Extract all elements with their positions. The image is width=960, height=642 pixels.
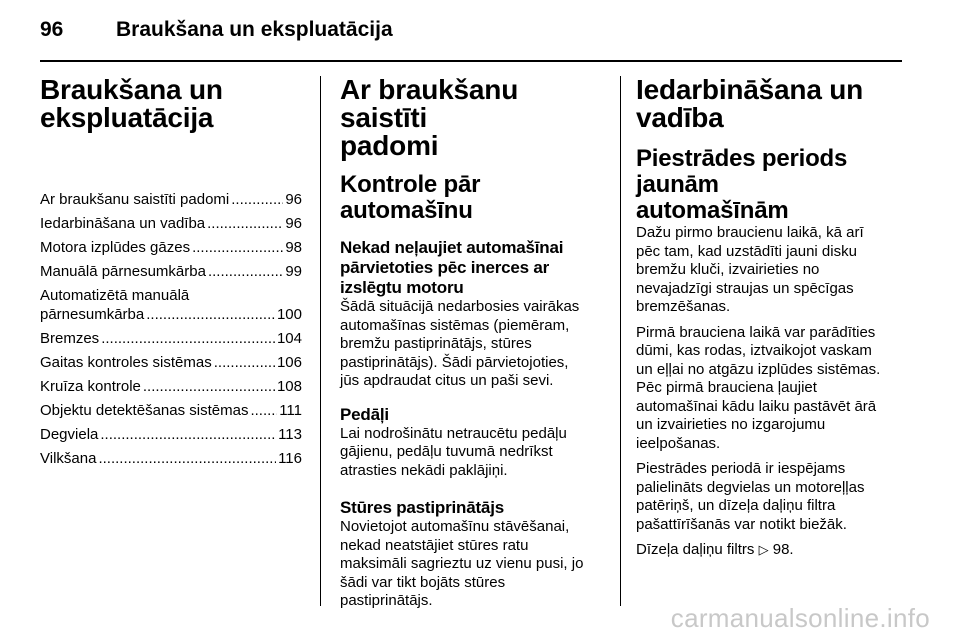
column-contents (40, 76, 302, 473)
section-title: Ar braukšanu saistīti padomi (340, 74, 519, 161)
toc-item[interactable]: Manuālā pārnesumkārba ..... 99 (40, 262, 302, 281)
toc-item[interactable]: Iedarbināšana un vadība ..... 96 (40, 214, 302, 233)
coasting-heading: Nekad neļaujiet automašīnai pārvietoties pēc inerces ar izslēgtu motoru (340, 238, 564, 297)
header-divider (40, 60, 902, 62)
watermark: carmanualsonline.info (670, 603, 930, 633)
toc-item[interactable]: Motora izplūdes gāzes ..... 98 (40, 238, 302, 257)
power-steering-text: Novietojot automašīnu stāvēšanai, nekad neatstājiet stūres ratu maksimāli sagrieztu uz vienu pusi, jo šādi var tikt bojāts stūres pastiprinātājs. (340, 518, 584, 609)
table-of-contents (40, 190, 302, 468)
running-title: Braukšana un ekspluatācija (116, 18, 393, 41)
toc-item[interactable]: Kruīza kontrole ..... 108 (40, 377, 302, 396)
subsection-title: Piestrādes periods jaunām automašīnām (636, 145, 848, 224)
coasting-text: Šādā situācijā nedarbosies vairākas automašīnas sistēmas (piemēram, bremžu pastiprinātājs, stūres pastiprinātājs). Šādi pārvietojoties, jūs apdraudat citus un paši sevi. (340, 298, 580, 389)
page-header (40, 18, 900, 48)
toc-item[interactable]: Gaitas kontroles sistēmas ..... 106 (40, 353, 302, 372)
power-steering-heading: Stūres pastiprinātājs (340, 498, 504, 517)
pedals-heading: Pedāļi (340, 404, 389, 424)
page-reference-icon: ▷ (758, 542, 769, 557)
toc-item[interactable]: Bremzes ..... 104 (40, 329, 302, 348)
chapter-title: Braukšana un ekspluatācija (40, 74, 223, 133)
column-divider-1 (320, 76, 321, 606)
cross-reference[interactable]: Dīzeļa daļiņu filtrs ▷ 98. (636, 541, 794, 558)
smoke-paragraph: Pirmā brauciena laikā var parādīties dūmi, kas rodas, iztvaikojot vaskam un eļļai no atgāzu izplūdes sistēmas. Pēc pirmā brauciena ļaujiet automašīnai kādu laiku pastāvēt ārā un izvairieties no izgarojumu ieelpošanas. (636, 323, 881, 452)
toc-item[interactable]: Ar braukšanu saistīti padomi ..... 96 (40, 190, 302, 209)
toc-item[interactable]: Automatizētā manuālā pārnesumkārba ..... 100 (40, 286, 302, 324)
toc-item[interactable]: Degviela ..... 113 (40, 425, 302, 444)
column-driving-tips (340, 76, 606, 611)
pedals-text: Lai nodrošinātu netraucētu pedāļu gājienu, pedāļu tuvumā nedrīkst atrasties nekādi paklājiņi. (340, 424, 567, 479)
toc-item[interactable]: Vilkšana ..... 116 (40, 449, 302, 468)
page-number: 96 (40, 18, 64, 41)
column-starting-operating (636, 76, 908, 567)
section-title: Iedarbināšana un vadība (636, 74, 864, 133)
toc-item[interactable]: Objektu detektēšanas sistēmas ..... 111 (40, 401, 302, 420)
consumption-paragraph: Piestrādes periodā ir iespējams palielināts degvielas un motoreļļas patēriņš, un dīzeļa daļiņu filtra pašattīrīšanās var notikt biežāk. (636, 460, 865, 533)
column-divider-2 (620, 76, 621, 606)
break-in-paragraph: Dažu pirmo braucienu laikā, kā arī pēc tam, kad uzstādīti jauni disku bremžu kluči, izvairieties no nevajadzīgi straujas un spēcīgas bremzēšanas. (636, 224, 864, 315)
subsection-title: Kontrole pār automašīnu (340, 171, 481, 224)
